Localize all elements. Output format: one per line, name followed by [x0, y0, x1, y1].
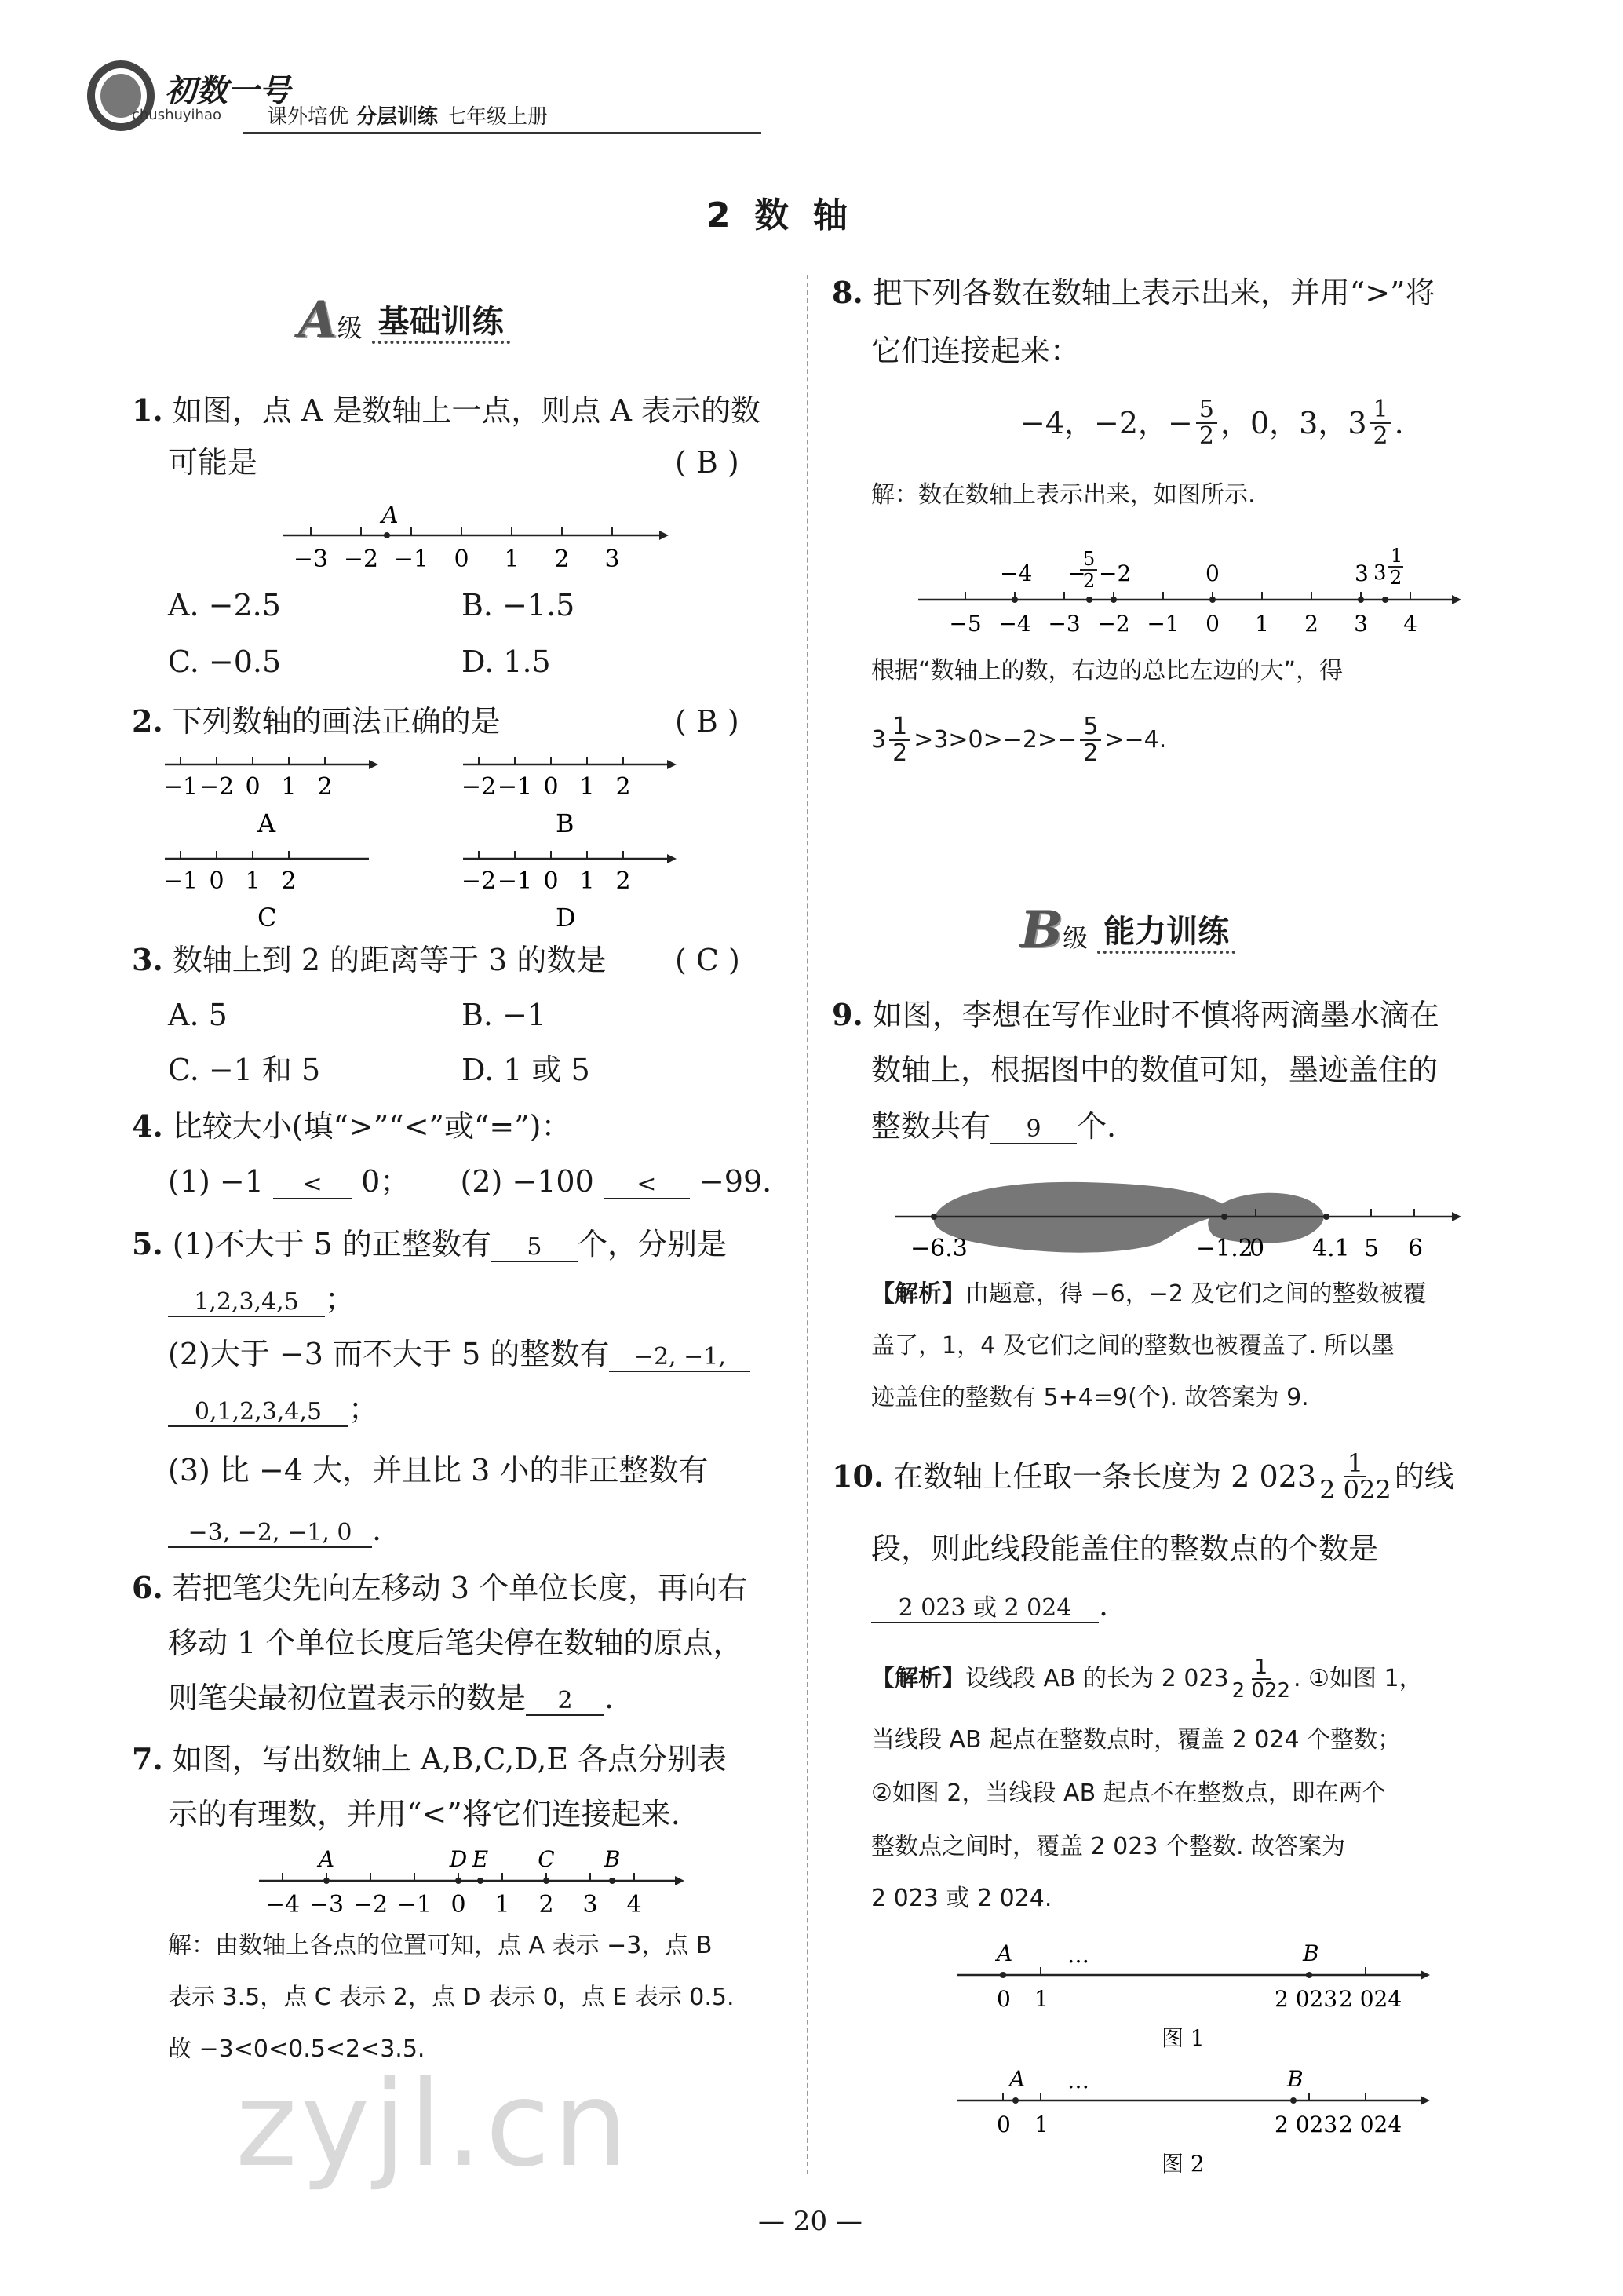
q2-axis-c-tick: 2	[281, 867, 297, 895]
fig2-t3: 2 024	[1339, 2112, 1402, 2137]
q10-solution-1-pre: 设线段 AB 的长为 2 023	[965, 1665, 1229, 1692]
q2-axis-b-tick: −1	[497, 773, 533, 801]
q9-number: 9.	[832, 997, 863, 1032]
q8-tick-label: 3	[1354, 611, 1368, 637]
q5-line6-answer: −3, −2, −1, 0	[168, 1520, 372, 1548]
q2-axis-d-tick: 0	[543, 867, 559, 895]
q2-axis-b-label: B	[556, 809, 574, 838]
q9-lbl-0: 0	[1249, 1235, 1265, 1262]
q8-sol3-frac2-num: 5	[1080, 714, 1101, 741]
q8-lbl-3b: 3	[1373, 561, 1387, 585]
fig2-t0: 0	[997, 2112, 1011, 2137]
q9-solution-2: 盖了，1，4 及它们之间的整数也被覆盖了. 所以墨	[871, 1332, 1395, 1360]
q1-tick-label: 0	[454, 546, 469, 573]
q1-text2: 可能是	[168, 445, 258, 480]
level-a-title: 基础训练	[372, 303, 510, 344]
q1-answer: ( B )	[675, 445, 739, 480]
q4-text: 比较大小(填“>”“<”或“=”)：	[172, 1109, 571, 1144]
q3-option-b: B. −1	[461, 998, 547, 1032]
q8-list-post: .	[1394, 406, 1404, 440]
q4-part1-post: 0；	[361, 1164, 410, 1199]
q2-axis-a-label: A	[257, 809, 276, 838]
q7-tick-label: 1	[494, 1891, 510, 1918]
q3-option-c: C. −1 和 5	[168, 1053, 321, 1087]
q9-line3-post: 个.	[1077, 1109, 1117, 1144]
q1-tick-label: −1	[393, 546, 429, 573]
q8-line2: 它们连接起来：	[871, 334, 1081, 368]
q9-lbl-neg63: −6.3	[910, 1235, 968, 1262]
q2-axis-d	[455, 848, 683, 934]
q1-number-line	[267, 502, 675, 573]
q8-tick-label: −1	[1147, 611, 1180, 637]
q5-number: 5.	[132, 1226, 163, 1261]
q8-tick-label: 1	[1255, 611, 1269, 637]
page-number: — 20 —	[758, 2206, 863, 2237]
q8-lbl-mixed-num: 1	[1391, 545, 1403, 567]
q1-text: 如图，点 A 是数轴上一点，则点 A 表示的数	[172, 393, 760, 428]
q8-sol3-frac2-den: 2	[1083, 739, 1099, 767]
q9-solution-1: 由题意，得 −6，−2 及它们之间的整数被覆	[965, 1280, 1427, 1308]
q8-pt-35	[1382, 597, 1388, 603]
q8-fraction	[1196, 397, 1217, 449]
q2-axis-d-tick: 1	[579, 867, 595, 895]
header-grade: 七年级上册	[446, 105, 549, 129]
q2-axis-d-label: D	[556, 903, 576, 933]
fig1-a: A	[997, 1940, 1013, 1966]
q6-line3-pre: 则笔尖最初位置表示的数是	[168, 1681, 527, 1715]
q2-axis-b-tick: 1	[579, 773, 595, 801]
q7-tick-label: 3	[582, 1891, 598, 1918]
q8-sol3-b: >3>0>−2>−	[914, 726, 1078, 754]
q6-line3-answer: 2	[526, 1688, 604, 1716]
q1-tick-label: −2	[343, 546, 379, 573]
q7-line1: 如图，写出数轴上 A,B,C,D,E 各点分别表	[172, 1742, 728, 1776]
q8-lbl-3: 3	[1355, 560, 1369, 586]
q4-part2-answer: <	[604, 1171, 690, 1199]
q8-pt-neg25	[1086, 597, 1092, 603]
q9-lbl-41: 4.1	[1312, 1235, 1350, 1262]
q5-line6-post: .	[372, 1513, 382, 1547]
level-b-ji: 级	[1063, 923, 1089, 953]
header-series: 课外培优	[267, 105, 349, 129]
q5-line2-answer: 1,2,3,4,5	[168, 1289, 325, 1317]
q8-pt-3	[1358, 597, 1364, 603]
q8-lbl-frac-den: 2	[1083, 570, 1096, 592]
q9-solution-3: 迹盖住的整数有 5+4=9(个). 故答案为 9.	[871, 1384, 1309, 1411]
q8-frac-num: 5	[1196, 397, 1217, 424]
q8-tick-label: 0	[1205, 611, 1220, 637]
q7-tick-label: −1	[396, 1891, 432, 1918]
q9-line3-pre: 整数共有	[871, 1109, 991, 1144]
q6-line1: 若把笔尖先向左移动 3 个单位长度，再向右	[172, 1571, 748, 1605]
q8-pt-neg2	[1111, 597, 1117, 603]
q8-sol3-frac2	[1080, 714, 1101, 766]
q8-tick-label: 2	[1304, 611, 1318, 637]
q10-sol-frac-den: 2 022	[1231, 1679, 1291, 1703]
q7-tick-label: 2	[538, 1891, 554, 1918]
fig1-caption: 图 1	[1162, 2025, 1205, 2051]
q3-option-a: A. 5	[168, 998, 228, 1032]
q10-line1-post: 的线	[1394, 1459, 1454, 1494]
q7-point-d	[455, 1878, 461, 1884]
q5-line4-answer: 0,1,2,3,4,5	[168, 1399, 348, 1427]
q2-axis-c-tick: 1	[245, 867, 261, 895]
q8-lbl-mixed-den: 2	[1390, 567, 1402, 589]
q2-axis-a-tick: −1	[162, 773, 199, 801]
fig1-t2: 2 023	[1275, 1986, 1338, 2012]
q10-solution-1-post: . ①如图 1，	[1293, 1665, 1423, 1692]
q10-solution-tag: 【解析】	[871, 1665, 965, 1692]
q7-line2: 示的有理数，并用“<”将它们连接起来.	[168, 1797, 680, 1831]
q10-figure-1	[942, 1939, 1444, 2057]
q1-tick-label: 3	[604, 546, 620, 573]
logo-pinyin: chushuyihao	[132, 107, 222, 123]
q1-tick-label: 1	[504, 546, 520, 573]
level-a-ji: 级	[337, 313, 363, 343]
q7-tick-label: −2	[352, 1891, 388, 1918]
q5-line1-answer: 5	[491, 1234, 578, 1262]
q10-sol-fraction	[1232, 1656, 1290, 1702]
q8-sol3-a: 3	[871, 726, 887, 754]
q10-number: 10.	[832, 1458, 884, 1494]
fig2-t1: 1	[1034, 2112, 1049, 2137]
q2-axis-b-tick: 2	[615, 773, 631, 801]
q7-point-label-c: C	[538, 1846, 555, 1872]
q7-point-label-b: B	[604, 1846, 621, 1872]
q10-frac-num: 1	[1344, 1451, 1366, 1477]
q2-axis-d-tick: −1	[497, 867, 533, 895]
q10-line1-pre: 在数轴上任取一条长度为 2 023	[893, 1459, 1317, 1494]
fig1-b: B	[1303, 1940, 1319, 1966]
q8-mixed-num: 1	[1370, 397, 1391, 424]
q8-solution-1: 解：数在数轴上表示出来，如图所示.	[871, 481, 1256, 509]
q2-axis-a-tick: 2	[317, 773, 333, 801]
q5-line1-pre: (1)不大于 5 的正整数有	[172, 1227, 491, 1261]
q8-number-line	[910, 542, 1475, 652]
q10-line3-post: .	[1099, 1588, 1109, 1623]
q7-solution-2: 表示 3.5，点 C 表示 2，点 D 表示 0，点 E 表示 0.5.	[168, 1984, 735, 2011]
q8-sol3-frac1-num: 1	[889, 714, 910, 741]
q7-solution-1: 解：由数轴上各点的位置可知，点 A 表示 −3，点 B	[168, 1932, 713, 1959]
q10-solution-2: 当线段 AB 起点在整数点时，覆盖 2 024 个整数；	[871, 1726, 1402, 1754]
header-series-bold: 分层训练	[356, 105, 439, 129]
q8-lbl-0: 0	[1205, 560, 1220, 586]
q7-point-label-e: E	[472, 1846, 489, 1872]
q10-fraction	[1319, 1448, 1391, 1505]
q6-number: 6.	[132, 1570, 163, 1605]
q10-line2: 段，则此线段能盖住的整数点的个数是	[871, 1531, 1379, 1566]
q2-axis-c-label: C	[257, 903, 277, 933]
fig1-t1: 1	[1034, 1986, 1049, 2012]
q1-number: 1.	[132, 392, 163, 428]
q9-lbl-5: 5	[1364, 1235, 1380, 1262]
q9-lbl-6: 6	[1408, 1235, 1424, 1262]
q8-lbl-neg4: −4	[1000, 560, 1033, 586]
q9-line3-answer: 9	[990, 1116, 1077, 1144]
q7-point-label-d: D	[449, 1846, 468, 1872]
q8-solution-2: 根据“数轴上的数，右边的总比左边的大”，得	[871, 657, 1344, 684]
q8-tick-label: −3	[1048, 611, 1081, 637]
q8-mixed-den: 2	[1373, 422, 1388, 450]
q2-axis-d-tick: 2	[615, 867, 631, 895]
header-rule	[243, 132, 761, 134]
q4-number: 4.	[132, 1108, 163, 1144]
q7-point-a	[323, 1878, 330, 1884]
q1-option-b: B. −1.5	[461, 588, 575, 622]
q7-point-label-a: A	[318, 1846, 335, 1872]
q8-number: 8.	[832, 275, 863, 310]
q5-line5: (3) 比 −4 大，并且比 3 小的非正整数有	[168, 1453, 709, 1487]
q8-lbl-neg: −	[1067, 560, 1086, 586]
q2-axis-c-tick: −1	[162, 867, 199, 895]
q8-lbl-neg2: −2	[1099, 560, 1132, 586]
q10-solution-5: 2 023 或 2 024.	[871, 1885, 1052, 1912]
fig2-t2: 2 023	[1275, 2112, 1338, 2137]
logo-main: 初数一号	[165, 73, 290, 109]
q1-point-label: A	[381, 502, 399, 529]
q7-tick-label: −3	[308, 1891, 345, 1918]
q8-lbl-frac-num: 5	[1083, 548, 1096, 570]
q7-number-line	[251, 1845, 691, 1923]
column-divider	[807, 275, 808, 2174]
q2-axis-a-tick: 0	[245, 773, 261, 801]
q4-part2-pre: (2) −100	[460, 1164, 594, 1199]
q6-line2: 移动 1 个单位长度后笔尖停在数轴的原点，	[168, 1626, 743, 1660]
q2-axis-b	[455, 754, 683, 840]
q2-axis-c	[157, 848, 385, 934]
q2-axis-c-tick: 0	[209, 867, 224, 895]
q10-solution-3: ②如图 2，当线段 AB 起点不在整数点，即在两个	[871, 1779, 1386, 1807]
watermark: zyjl.cn	[235, 2057, 632, 2193]
q2-axis-d-tick: −2	[461, 867, 497, 895]
q8-tick-label: 4	[1403, 611, 1417, 637]
q8-tick-label: −2	[1097, 611, 1130, 637]
q8-tick-label: −5	[949, 611, 982, 637]
fig1-dots: …	[1067, 1942, 1089, 1968]
q5-line3-pre: (2)大于 −3 而不大于 5 的整数有	[168, 1337, 610, 1371]
q7-tick-label: −4	[264, 1891, 301, 1918]
q8-frac-den: 2	[1198, 422, 1214, 450]
q1-tick-label: −3	[293, 546, 329, 573]
level-a-banner	[298, 290, 510, 349]
fig1-t3: 2 024	[1339, 1986, 1402, 2012]
q9-number-line	[887, 1177, 1483, 1272]
q1-option-c: C. −0.5	[168, 644, 282, 679]
q7-point-b	[609, 1878, 615, 1884]
q1-tick-label: 2	[554, 546, 570, 573]
q8-line1: 把下列各数在数轴上表示出来，并用“>”将	[872, 276, 1435, 310]
q10-line3-answer: 2 023 或 2 024	[871, 1595, 1099, 1623]
q10-figure-2	[942, 2064, 1444, 2182]
q5-line2-post: ；	[325, 1282, 356, 1316]
q10-solution-4: 整数点之间时，覆盖 2 023 个整数. 故答案为	[871, 1833, 1346, 1860]
q9-line1: 如图，李想在写作业时不慎将两滴墨水滴在	[872, 998, 1439, 1032]
q8-list-pre: −4，−2，−	[1020, 406, 1193, 440]
q8-sol3-frac1-den: 2	[892, 739, 908, 767]
q3-answer: ( C )	[675, 943, 740, 977]
level-b-title: 能力训练	[1097, 913, 1235, 954]
level-a-letter: A	[298, 290, 337, 349]
q6-line3-post: .	[604, 1681, 615, 1715]
q10-frac-den: 2 022	[1319, 1475, 1391, 1505]
q5-line4-post: ；	[348, 1392, 379, 1426]
q2-text: 下列数轴的画法正确的是	[172, 704, 501, 739]
q8-mixed-fraction	[1370, 397, 1391, 449]
q4-part1-answer: <	[273, 1171, 352, 1199]
q9-line2: 数轴上，根据图中的数值可知，墨迹盖住的	[871, 1053, 1439, 1087]
q7-point-c	[543, 1878, 549, 1884]
q4-part1-pre: (1) −1	[168, 1164, 264, 1199]
fig1-t0: 0	[997, 1986, 1011, 2012]
q1-option-a: A. −2.5	[168, 588, 281, 622]
fig2-a: A	[1009, 2066, 1026, 2092]
fig2-b: B	[1287, 2066, 1304, 2092]
q7-tick-label: 0	[450, 1891, 466, 1918]
q9-lbl-neg12: −1.2	[1196, 1235, 1253, 1262]
q9-solution-tag: 【解析】	[871, 1280, 965, 1308]
level-b-letter: B	[1020, 900, 1063, 959]
q2-answer: ( B )	[675, 704, 739, 739]
q5-line1-post: 个，分别是	[577, 1227, 727, 1261]
q3-option-d: D. 1 或 5	[461, 1053, 590, 1087]
q7-tick-label: 4	[626, 1891, 642, 1918]
q8-pt-neg4	[1012, 597, 1018, 603]
q1-option-d: D. 1.5	[461, 644, 551, 679]
q3-number: 3.	[132, 942, 163, 977]
q4-part2-post: −99.	[698, 1164, 772, 1199]
q2-number: 2.	[132, 703, 163, 739]
q2-axis-a-tick: −2	[199, 773, 235, 801]
q8-tick-label: −4	[998, 611, 1031, 637]
level-b-banner	[1020, 900, 1235, 959]
q2-axis-a-tick: 1	[281, 773, 297, 801]
fig2-dots: …	[1067, 2068, 1089, 2093]
page-header	[86, 55, 683, 141]
q10-sol-frac-num: 1	[1252, 1656, 1271, 1680]
q2-axis-b-tick: 0	[543, 773, 559, 801]
q8-list-mid: ，0，3，3	[1220, 406, 1367, 440]
q8-pt-0	[1209, 597, 1216, 603]
q2-axis-b-tick: −2	[461, 773, 497, 801]
q7-point-e	[477, 1878, 483, 1884]
q7-number: 7.	[132, 1741, 163, 1776]
fig2-caption: 图 2	[1162, 2151, 1205, 2177]
q3-text: 数轴上到 2 的距离等于 3 的数是	[172, 943, 607, 977]
q8-sol3-frac1	[889, 714, 910, 766]
q7-solution-3: 故 −3<0<0.5<2<3.5.	[168, 2035, 425, 2063]
q1-point-a	[384, 532, 390, 538]
q8-sol3-c: >−4.	[1104, 726, 1167, 754]
section-title: 2 数 轴	[706, 195, 848, 235]
q2-axis-a	[157, 754, 385, 840]
q5-line3-answer: −2, −1,	[609, 1344, 750, 1372]
